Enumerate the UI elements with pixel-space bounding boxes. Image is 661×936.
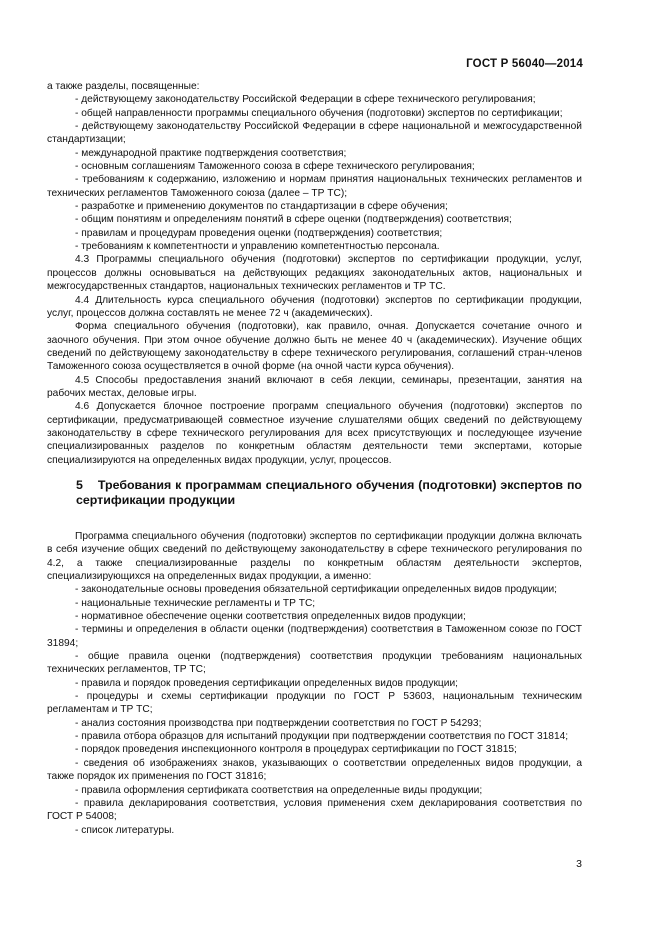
list-item: - общим понятиям и определениям понятий в сфере оценки (подтверждения) соответствия; [75, 214, 512, 226]
list-item: - основным соглашениям Таможенного союза в сфере технического регулирования; [75, 161, 475, 173]
list-item: - правила декларирования соответствия, условия применения схем декларирования соответствия по ГОСТ Р 54008; [47, 797, 582, 823]
document-code-header: ГОСТ Р 56040—2014 [466, 58, 583, 70]
paragraph-form: Форма специального обучения (подготовки), как правило, очная. Допускается сочетание очного и заочного обучения. При этом очное обучение должно быть не менее 40 ч (академических). Изучение общих сведений по действующему законодательству в сфере технического регулирования, соглашений стран-членов Таможенного союза осуществляется в очной форме (на очной части курса обучения). [47, 321, 582, 373]
section-number: 5 [76, 477, 83, 492]
list-item: - международной практике подтверждения соответствия; [75, 147, 347, 159]
list-item: - правилам и процедурам проведения оценки (подтверждения) соответствия; [75, 227, 443, 239]
page-body [47, 80, 582, 837]
paragraph-4-3: 4.3 Программы специального обучения (подготовки) экспертов по сертификации продукции, услуг, процессов должны основываться на действующих редакциях законодательных актов, национальных и межгосударственных стандартов, национальных технических регламентов и ТР ТС. [47, 254, 582, 293]
paragraph-4-5: 4.5 Способы предоставления знаний включают в себя лекции, семинары, презентации, занятия на рабочих местах, деловые игры. [47, 374, 582, 399]
list-item: - общей направленности программы специального обучения (подготовки) экспертов по сертификации; [75, 107, 563, 119]
list-item: - правила и порядок проведения сертификации определенных видов продукции; [75, 677, 458, 689]
list-item: - нормативное обеспечение оценки соответствия определенных видов продукции; [75, 611, 466, 623]
paragraph-4-4: 4.4 Длительность курса специального обучения (подготовки) экспертов по сертификации продукции, услуг, процессов должна составлять не менее 72 ч (академических). [47, 294, 582, 319]
list-item: - действующему законодательству Российской Федерации в сфере национальной и межгосударственной стандартизации; [47, 121, 582, 146]
list-item: - общие правила оценки (подтверждения) соответствия продукции требованиям национальных технических регламентов, ТР ТС; [47, 651, 582, 676]
list-item: - порядок проведения инспекционного контроля в процедурах сертификации по ГОСТ 31815; [75, 744, 517, 756]
section-5-intro: Программа специального обучения (подготовки) экспертов по сертификации продукции должна включать в себя изучение общих сведений по действующему законодательству в сфере технического регулирования по 4.2, а также специализированные разделы по конкретным областям деятельности экспертов, специализирующихся на определенных видах продукции, а именно: [47, 530, 582, 582]
list-item: - национальные технические регламенты и ТР ТС; [75, 597, 316, 609]
list-item: - термины и определения в области оценки (подтверждения) соответствия в Таможенном союзе по ГОСТ 31894; [47, 624, 582, 649]
list-item: - процедуры и схемы сертификации продукции по ГОСТ Р 53603, национальным техническим регламентам и ТР ТС; [47, 691, 582, 716]
list-item: - требованиям к компетентности и управлению компетентностью персонала. [75, 241, 440, 253]
list-item: - действующему законодательству Российской Федерации в сфере технического регулирования; [75, 94, 536, 106]
section-title: Требования к программам специального обучения (подготовки) экспертов по сертификации продукции [76, 477, 582, 507]
section-5-heading [47, 478, 582, 508]
list-item: - требованиям к содержанию, изложению и нормам принятия национальных технических регламентов и технических регламентов Таможенного союза (далее – ТР ТС); [47, 174, 582, 199]
list-item: - сведения об изображениях знаков, указывающих о соответствии определенных видов продукции, а также порядок их применения по ГОСТ 31816; [47, 757, 582, 783]
page-number: 3 [576, 858, 582, 870]
list-item: - анализ состояния производства при подтверждении соответствия по ГОСТ Р 54293; [75, 717, 482, 729]
paragraph-4-6: 4.6 Допускается блочное построение программ специального обучения (подготовки) экспертов по сертификации, предусматривающей совместное изучение слушателями общих сведений по действующему законодательству в сфере технического регулирования для всех присутствующих и последующее изучение специализированных разделов по конкретным областям деятельности теми экспертами, которые специализируются на определенных видах продукции, услуг, процессов. [47, 401, 582, 466]
list-item: - список литературы. [75, 824, 175, 836]
list-item: - законодательные основы проведения обязательной сертификации определенных видов продукции; [75, 584, 557, 596]
list-item: - разработке и применению документов по стандартизации в сфере обучения; [75, 201, 448, 213]
list-item: - правила отбора образцов для испытаний продукции при подтверждении соответствия по ГОСТ 31814; [75, 731, 569, 743]
list-item: - правила оформления сертификата соответствия на определенные виды продукции; [75, 784, 483, 796]
intro-line: а также разделы, посвященные: [47, 81, 200, 92]
